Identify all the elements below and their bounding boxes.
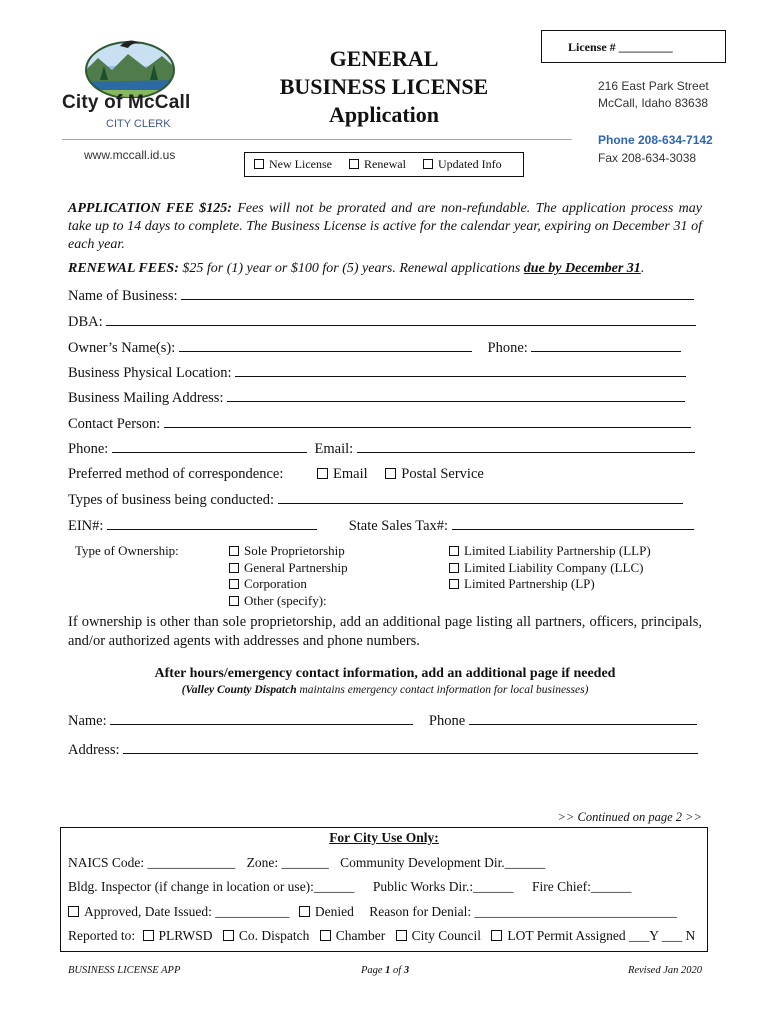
mailing-address-row [68, 388, 685, 407]
reported-lot-checkbox[interactable] [491, 928, 695, 943]
reported-to-label: Reported to: [68, 928, 136, 943]
naics-code: NAICS Code: _____________ [68, 855, 236, 870]
correspondence-postal-label: Postal Service [401, 466, 484, 482]
emergency-name-label: Name: [68, 713, 107, 729]
correspondence-row [68, 465, 484, 483]
correspondence-label: Preferred method of correspondence: [68, 466, 284, 482]
city-use-title: For City Use Only: [329, 830, 439, 845]
business-name-field[interactable] [181, 286, 694, 300]
owner-row [68, 338, 681, 357]
new-license-checkbox[interactable] [254, 157, 332, 171]
updated-info-checkbox[interactable] [423, 157, 502, 171]
contact-person-label: Contact Person: [68, 416, 161, 432]
owner-names-label: Owner’s Name(s): [68, 340, 176, 356]
renewal-fee-end: . [640, 261, 645, 276]
license-type-options [254, 157, 502, 172]
ownership-option[interactable] [229, 576, 348, 593]
license-number-label: License # _________ [568, 40, 673, 54]
ownership-option-label: Other (specify): [244, 592, 327, 608]
renewal-fee-label: RENEWAL FEES: [68, 261, 179, 276]
contact-phone-email-row [68, 439, 695, 458]
office-fax: Fax 208-634-3038 [598, 151, 697, 165]
ownership-option[interactable] [449, 560, 651, 577]
contact-email-label: Email: [314, 441, 354, 457]
reported-option-label: Co. Dispatch [238, 928, 310, 943]
footer-page-number: 1 [385, 965, 391, 976]
city-website[interactable]: www.mccall.id.us [84, 148, 176, 162]
business-name-label: Name of Business: [68, 288, 178, 304]
renewal-checkbox[interactable] [349, 157, 406, 171]
ownership-option[interactable] [449, 543, 651, 560]
city-use-row1 [68, 854, 545, 872]
zone: Zone: _______ [246, 855, 329, 870]
reported-option-label: City Council [411, 928, 482, 943]
contact-email-field[interactable] [357, 439, 695, 453]
business-name-row [68, 286, 694, 305]
ownership-option[interactable] [229, 593, 348, 610]
contact-person-field[interactable] [164, 414, 691, 428]
application-fee-label: APPLICATION FEE $125: [68, 201, 232, 216]
ownership-right-options [449, 543, 651, 593]
header-divider [62, 139, 572, 140]
city-use-row2 [68, 878, 631, 896]
business-types-field[interactable] [278, 490, 683, 504]
emergency-heading: After hours/emergency contact information, add an additional page if needed [154, 666, 616, 681]
city-logo [80, 36, 180, 98]
footer-page [300, 965, 470, 976]
denied-checkbox[interactable] [299, 904, 354, 919]
office-phone: Phone 208-634-7142 [598, 133, 713, 147]
footer-page-total: 3 [403, 965, 410, 976]
ownership-option-label: Limited Liability Company (LLC) [464, 559, 644, 575]
reported-option-label: PLRWSD [158, 928, 213, 943]
emergency-address-field[interactable] [123, 740, 698, 754]
ownership-option-label: General Partnership [244, 559, 348, 575]
dba-field[interactable] [106, 312, 696, 326]
application-fee-paragraph [68, 200, 702, 254]
denied-label: Denied [314, 904, 354, 919]
emergency-sub-bold: (Valley County Dispatch [181, 684, 297, 696]
renewal-fee-paragraph [68, 261, 644, 277]
ownership-option-label: Sole Proprietorship [244, 543, 345, 558]
contact-phone-field[interactable] [112, 439, 307, 453]
approved-checkbox[interactable] [68, 904, 289, 919]
contact-phone-label: Phone: [68, 441, 109, 457]
ein-tax-row [68, 516, 694, 535]
dba-label: DBA: [68, 314, 103, 330]
owner-names-field[interactable] [179, 338, 472, 352]
footer-left: BUSINESS LICENSE APP [68, 965, 181, 976]
contact-person-row [68, 414, 691, 433]
owner-phone-field[interactable] [531, 338, 681, 352]
continued-note: >> Continued on page 2 >> [557, 810, 702, 824]
ein-label: EIN#: [68, 518, 104, 534]
emergency-subheading [68, 684, 702, 696]
denial-reason: Reason for Denial: ______________________________ [369, 904, 678, 919]
address-line2: McCall, Idaho 83638 [598, 96, 709, 110]
correspondence-email-label: Email [333, 466, 368, 482]
reported-chamber-checkbox[interactable] [320, 928, 386, 943]
emergency-phone-field[interactable] [469, 711, 697, 725]
address-line1: 216 East Park Street [598, 79, 709, 93]
form-title-line2: BUSINESS LICENSE [279, 74, 489, 99]
business-types-label: Types of business being conducted: [68, 492, 274, 508]
ownership-option-label: Limited Partnership (LP) [464, 576, 595, 591]
reported-option-label: Chamber [335, 928, 386, 943]
emergency-phone-label: Phone [428, 713, 466, 729]
new-license-label: New License [269, 157, 332, 171]
renewal-due-date: due by December 31 [523, 261, 641, 276]
public-works: Public Works Dir.:______ [372, 879, 514, 894]
physical-location-row [68, 363, 686, 382]
approved-label: Approved, Date Issued: ___________ [84, 904, 290, 919]
fire-chief: Fire Chief:______ [531, 879, 632, 894]
sales-tax-field[interactable] [452, 516, 694, 530]
ownership-option[interactable] [229, 543, 348, 560]
dba-row [68, 312, 696, 331]
city-name: City of McCall [62, 92, 191, 113]
emergency-name-field[interactable] [110, 711, 413, 725]
footer-right: Revised Jan 2020 [627, 965, 702, 976]
mccall-logo-icon [80, 36, 180, 98]
mailing-address-field[interactable] [227, 388, 685, 402]
ownership-type-label: Type of Ownership: [75, 543, 179, 558]
reported-dispatch-checkbox[interactable] [223, 928, 310, 943]
city-use-row3 [68, 903, 677, 921]
emergency-address-row [68, 740, 698, 759]
city-use-row4 [68, 927, 695, 945]
footer-page-mid: of [390, 965, 404, 976]
physical-location-field[interactable] [235, 363, 686, 377]
reported-plrwsd-checkbox[interactable] [143, 928, 213, 943]
updated-info-label: Updated Info [437, 157, 502, 171]
emergency-sub-rest: maintains emergency contact information for local businesses) [299, 684, 589, 696]
city-department: CITY CLERK [106, 118, 171, 130]
footer-page-prefix: Page [360, 965, 386, 976]
ownership-option[interactable] [229, 560, 348, 577]
owner-phone-label: Phone: [487, 340, 528, 356]
reported-option-label: LOT Permit Assigned ___Y ___ N [507, 928, 696, 943]
ownership-option-label: Limited Liability Partnership (LLP) [464, 543, 651, 558]
ein-field[interactable] [107, 516, 317, 530]
sales-tax-label: State Sales Tax#: [348, 518, 449, 534]
correspondence-postal-checkbox[interactable] [385, 466, 484, 482]
ownership-option-label: Corporation [244, 576, 307, 591]
renewal-label: Renewal [363, 157, 406, 171]
ownership-note: If ownership is other than sole proprietorship, add an additional page listing all partners, officers, principals, and/or authorized agents with addresses and phone numbers. [68, 614, 702, 649]
reported-council-checkbox[interactable] [396, 928, 481, 943]
emergency-name-row [68, 711, 697, 730]
building-inspector: Bldg. Inspector (if change in location or use):______ [68, 879, 355, 894]
business-types-row [68, 490, 683, 509]
ownership-option[interactable] [449, 576, 651, 593]
form-title-line3: Application [328, 102, 440, 127]
application-fee-text: Fees will not be prorated and are non-refundable. The application process may take up to 14 days to complete. The Business License is active for the calendar year, expiring on December 31 of each year. [68, 201, 703, 252]
form-title-line1: GENERAL [329, 46, 439, 71]
physical-location-label: Business Physical Location: [68, 365, 232, 381]
correspondence-email-checkbox[interactable] [317, 466, 368, 482]
emergency-address-label: Address: [68, 742, 120, 758]
ownership-left-options [229, 543, 348, 609]
mailing-address-label: Business Mailing Address: [68, 390, 224, 406]
community-development: Community Development Dir.______ [340, 855, 546, 870]
renewal-fee-text: $25 for (1) year or $100 for (5) years. Renewal applications [182, 261, 521, 276]
